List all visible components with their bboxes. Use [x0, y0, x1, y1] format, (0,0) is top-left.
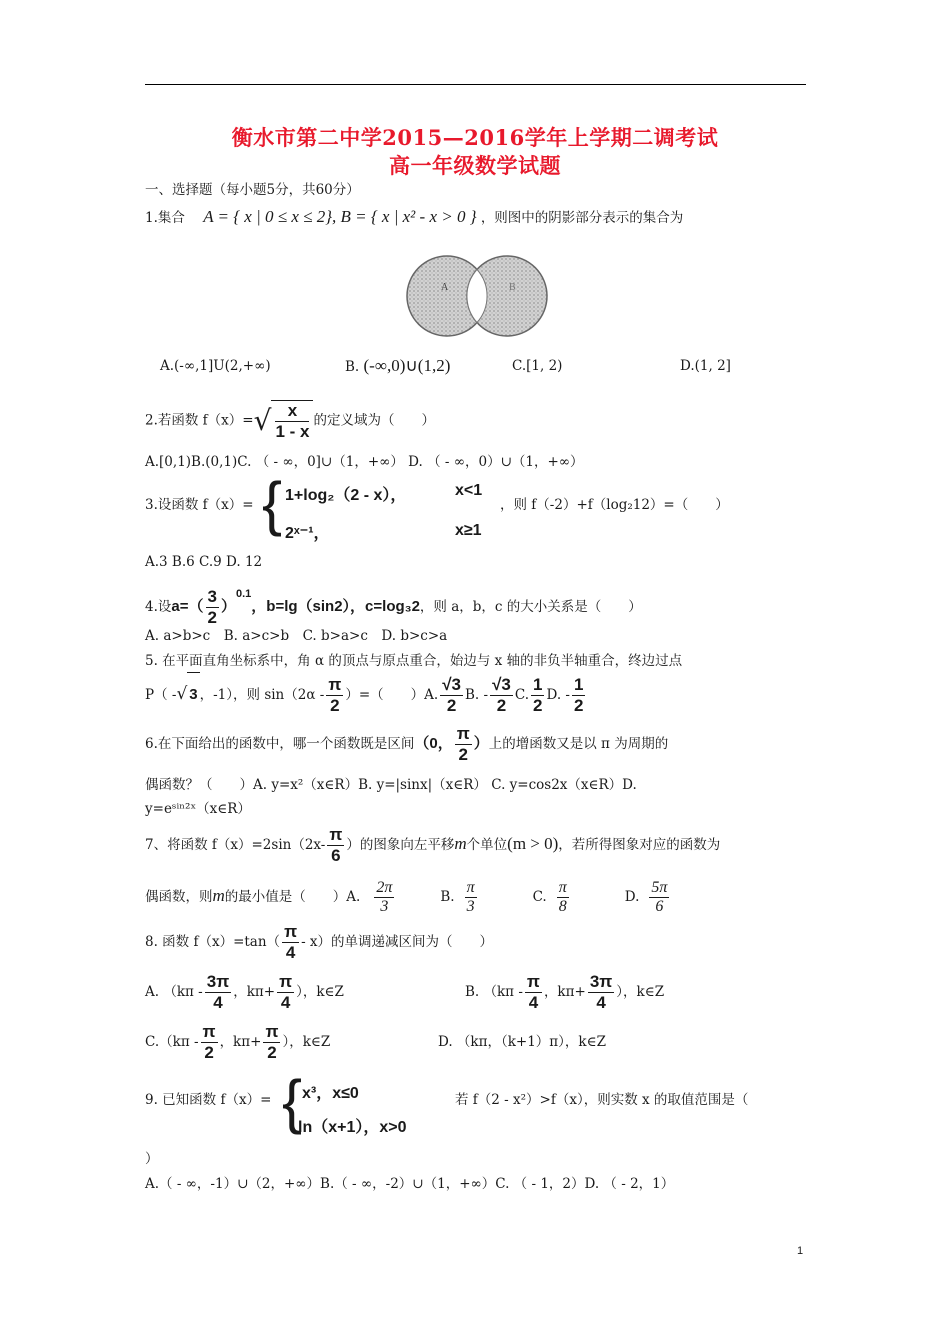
q8-a-mid: ，kπ+: [233, 984, 276, 1000]
question-4: [145, 572, 642, 629]
q6-interval-post: ）: [473, 735, 489, 752]
q8-a-n2: π: [279, 972, 293, 991]
q5-pi: π: [328, 675, 342, 694]
q1-option-c: C.[1, 2): [512, 358, 563, 374]
q3-suffix: ，则 f（-2）+f（log₂12）=（ ）: [500, 497, 729, 513]
q2-suffix: 的定义域为（ ）: [313, 412, 435, 429]
q4-expr-bc: ，b=lg（sin2），c=log₃2: [251, 598, 420, 615]
q9-case1: x³，x≤0: [302, 1085, 359, 1102]
q7-d-num: 5π: [651, 879, 668, 896]
q8-c-d1: 2: [204, 1043, 214, 1062]
q6-line2: 偶函数？（ ）A. y=x²（x∈R）B. y=|sinx|（x∈R） C. y=cos2x（x∈R）D.: [145, 777, 637, 793]
q8-b-mid: ，kπ+: [543, 984, 586, 1000]
q8-b-n2: 3π: [589, 972, 613, 991]
q4-numerator: 3: [207, 587, 217, 606]
q8-b-n1: π: [526, 972, 540, 991]
q8-option-d: D. （kπ，（k+1）π），k∈Z: [438, 1034, 606, 1050]
q3-case1-expr: 1+log₂（2 - x），: [285, 487, 407, 504]
q7-line2: [145, 874, 671, 919]
q8-b-d2: 4: [596, 993, 606, 1012]
q9-suffix: 若 f（2 - x²）>f（x），则实数 x 的取值范围是（: [455, 1092, 749, 1108]
q8-c-pre: C.（kπ -: [145, 1034, 199, 1050]
q5-b-num: √3: [492, 675, 511, 694]
q1-suffix: ，则图中的阴影部分表示的集合为: [480, 210, 684, 226]
q9-brace: {: [282, 1068, 303, 1135]
q7-d-label: D.: [624, 889, 640, 905]
page-number: 1: [797, 1245, 804, 1257]
q8-c-d2: 2: [267, 1043, 277, 1062]
q1-set-b: , B = { x | x² - x > 0 }: [332, 207, 477, 226]
q4-prefix: 4.设: [145, 599, 172, 615]
q3-brace: {: [262, 470, 283, 537]
q3-case1-cond: x<1: [455, 482, 483, 499]
q1-prefix: 1.集合: [145, 210, 185, 226]
q4-a-open: a=（: [171, 598, 204, 615]
q8-option-b: [465, 970, 664, 1014]
q1-set-a: A = { x | 0 ≤ x ≤ 2}: [203, 207, 333, 226]
q7-mid2: 个单位: [466, 837, 508, 853]
q8-a-d1: 4: [213, 993, 223, 1012]
q5-c-label: C.: [514, 687, 530, 703]
q6-line3: y=eˢⁱⁿ²ˣ（x∈R）: [145, 801, 251, 817]
q8-option-c: [145, 1020, 330, 1064]
q7-a-num: 2π: [376, 879, 393, 896]
q7-line2-pre: 偶函数，则: [145, 889, 213, 905]
q4-options: A. a>b>c B. a>c>b C. b>a>c D. b>c>a: [145, 628, 448, 644]
q8-prefix: 8. 函数 f（x）=tan（: [145, 934, 281, 950]
exam-subtitle: 高一年级数学试题: [389, 153, 561, 178]
q7-a-den: 3: [380, 898, 389, 915]
q7-b-label: B.: [440, 889, 455, 905]
q5-b-den: 2: [496, 696, 507, 715]
q5-d-num: 1: [573, 675, 584, 694]
q1-option-b-math: (-∞,0)∪(1,2): [363, 356, 451, 375]
q5-b-label: B. -: [465, 687, 489, 703]
q5-c-den: 2: [533, 696, 543, 715]
q7-suffix: ，若所得图象对应的函数为: [558, 837, 721, 853]
q7-b-den: 3: [466, 898, 475, 915]
q2-options: A.[0,1)B.(0,1)C. （ - ∞，0]∪（1，+∞） D. （ - ∞，0）∪（1，+∞）: [145, 454, 584, 470]
q8-c-n1: π: [202, 1022, 216, 1041]
q6-two: 2: [458, 745, 468, 764]
exam-title: 衡水市第二中学2015—2016学年上学期二调考试: [231, 125, 719, 150]
q5-two: 2: [330, 696, 340, 715]
q5-a-den: 2: [446, 696, 457, 715]
q1-option-d: D.(1, 2]: [680, 358, 731, 374]
q9-case2: ln（x+1），x>0: [298, 1119, 407, 1136]
q9-close: ）: [145, 1151, 159, 1167]
q8-a-n1: 3π: [206, 972, 230, 991]
q1-option-b: [345, 356, 450, 377]
q5-a-num: √3: [442, 675, 461, 694]
q7-b-num: π: [466, 879, 475, 896]
question-1: [145, 207, 683, 228]
q7-c-label: C.: [532, 889, 547, 905]
q7-condition: (m > 0): [507, 834, 559, 853]
q7-six: 6: [331, 846, 341, 865]
q6-prefix: 6.在下面给出的函数中，哪一个函数既是区间: [145, 736, 415, 752]
q8-c-end: ），k∈Z: [282, 1034, 331, 1050]
q8-b-pre: B. （kπ -: [465, 984, 523, 1000]
q2-denominator: 1 - x: [275, 422, 310, 441]
q8-c-n2: π: [265, 1022, 279, 1041]
q7-m-2: m: [212, 886, 225, 905]
q8-suffix: - x）的单调递减区间为（ ）: [301, 934, 494, 950]
q3-case2-cond: x≥1: [455, 522, 482, 539]
q9-options: A.（ - ∞，-1）∪（2，+∞）B.（ - ∞，-2）∪（1，+∞）C. （ - 1，2）D. （ - 2，1）: [145, 1176, 675, 1192]
q7-m: m: [454, 834, 467, 853]
q8-b-d1: 4: [528, 993, 539, 1012]
q8-four: 4: [285, 943, 296, 962]
q5-sqrt: 3: [187, 672, 199, 717]
venn-label-b: B: [509, 282, 516, 293]
q5-c-num: 1: [533, 675, 543, 694]
q5-d-den: 2: [573, 696, 584, 715]
q4-a-close: ）: [220, 598, 236, 615]
q8-option-a: [145, 970, 344, 1014]
q4-exponent: 0.1: [235, 588, 252, 600]
q7-mid: ）的图象向左平移: [346, 837, 455, 853]
q6-interval-pre: （0，: [414, 735, 453, 752]
q8-pi: π: [284, 922, 298, 941]
q5-line2: P（ -√ 3 ，-1），则 sin（2α - $\frac{\pi}{2}$ ）=（ ）A. $\frac{√3}{2}$ B. - $\frac{√3}{2}$ C. $\frac{1}{2}$ D. - $\frac{1}{2}$: [145, 672, 587, 717]
q4-suffix: ，则 a，b，c 的大小关系是（ ）: [419, 599, 642, 615]
q3-case2-expr: 2ˣ⁻¹，: [285, 525, 330, 542]
q7-pi: π: [329, 825, 343, 844]
q8-a-end: ），k∈Z: [296, 984, 344, 1000]
q8-line1: [145, 920, 493, 964]
q1-option-b-label: B.: [345, 359, 360, 375]
q8-a-d2: 4: [280, 993, 291, 1012]
q4-denominator: 2: [207, 608, 217, 627]
q9-prefix: 9. 已知函数 f（x）=: [145, 1092, 272, 1108]
q8-c-mid: ，kπ+: [219, 1034, 262, 1050]
q7-line2-post: 的最小值是（ ）A.: [224, 889, 361, 905]
q7-c-num: π: [558, 879, 567, 896]
q2-numerator: x: [275, 401, 309, 422]
q5-mid: ）=（ ）A.: [345, 687, 439, 703]
header-rule: [145, 84, 806, 85]
q1-option-a: A.(-∞,1]U(2,+∞): [160, 358, 271, 374]
q7-d-den: 6: [655, 898, 664, 915]
q7-line1: [145, 822, 720, 867]
q7-prefix: 7、将函数 f（x）=2sin（2x-: [145, 837, 326, 853]
q5-d-label: D. -: [546, 687, 570, 703]
question-2: 2.若函数 f（x）=√ $\frac{x}{1 - x}$ 的定义域为（ ）: [145, 401, 435, 441]
q5-line1: 5. 在平面直角坐标系中，角 α 的顶点与原点重合，始边与 x 轴的非负半轴重合，终边过点: [145, 653, 683, 669]
q5-point-pre: P（ -: [145, 687, 177, 703]
q3-prefix: 3.设函数 f（x）=: [145, 497, 254, 513]
q6-suffix: 上的增函数又是以 π 为周期的: [488, 736, 669, 752]
q5-point-post: ，-1），则 sin（2α -: [199, 687, 325, 703]
q7-c-den: 8: [558, 898, 567, 915]
q6-pi: π: [456, 724, 470, 743]
venn-diagram: [405, 250, 550, 342]
q2-prefix: 2.若函数 f（x）=: [145, 412, 254, 429]
q8-b-end: ），k∈Z: [616, 984, 665, 1000]
q8-a-pre: A. （kπ -: [145, 984, 203, 1000]
q3-options: A.3 B.6 C.9 D. 12: [145, 554, 263, 570]
section-heading: 一、选择题（每小题5分，共60分）: [145, 182, 360, 198]
q6-line1: [145, 722, 668, 766]
venn-label-a: A: [441, 282, 449, 293]
